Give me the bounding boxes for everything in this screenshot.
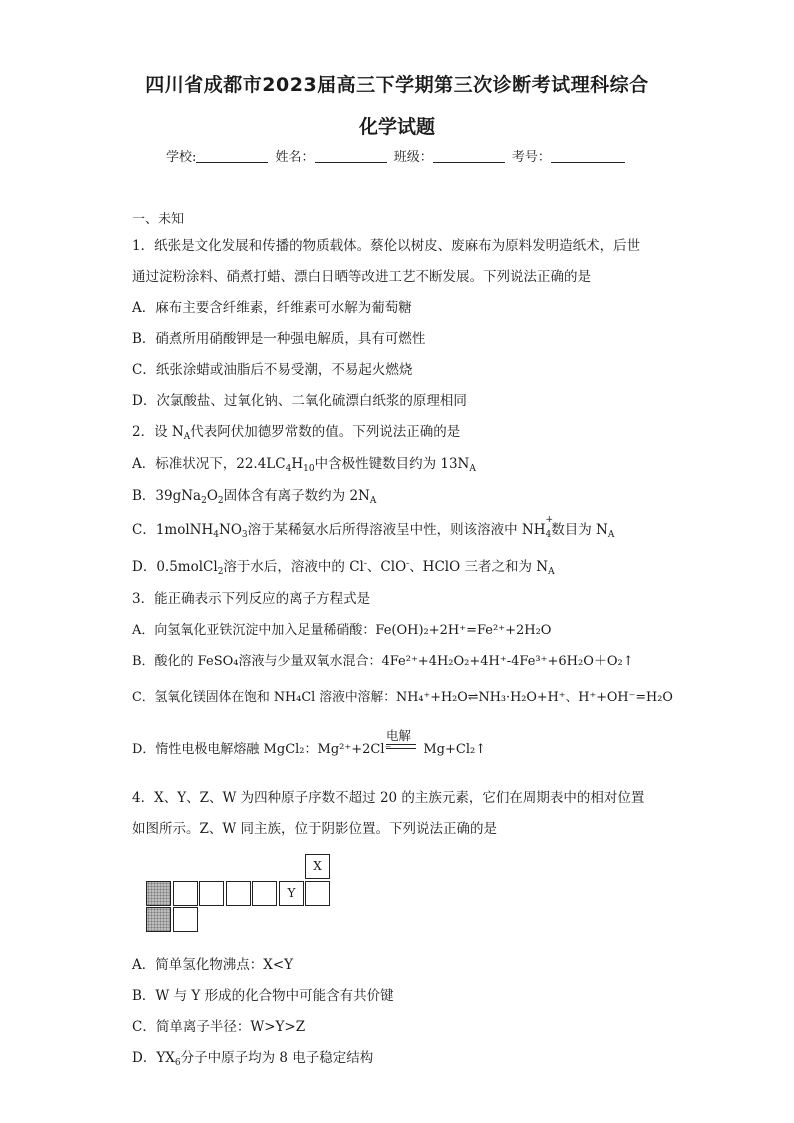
- q4-stem-line2: 如图所示。Z、W 同主族，位于阴影位置。下列说法正确的是: [132, 821, 498, 837]
- q1-stem-line2: 通过淀粉涂料、硝煮打蜡、漂白日晒等改进工艺不断发展。下列说法正确的是: [132, 269, 591, 285]
- q4-stem-line1: 4．X、Y、Z、W 为四种原子序数不超过 20 的主族元素，它们在周期表中的相对位置: [132, 790, 645, 806]
- q4-option-c: C．简单离子半径：W>Y>Z: [132, 1019, 306, 1035]
- name-blank[interactable]: [315, 150, 387, 163]
- q4-option-b: B．W 与 Y 形成的化合物中可能含有共价键: [132, 988, 394, 1004]
- cell-empty: [199, 881, 224, 906]
- q4-option-a: A．简单氢化物沸点：X<Y: [132, 957, 294, 973]
- q1-option-c: C．纸张涂蜡或油脂后不易受潮，不易起火燃烧: [132, 362, 413, 378]
- q3-option-c: C．氢氧化镁固体在饱和 NH₄Cl 溶液中溶解：NH₄⁺+H₂O⇌NH₃·H₂O+H⁺、H⁺+OH⁻=H₂O: [132, 690, 673, 705]
- q3-stem: 3．能正确表示下列反应的离子方程式是: [132, 591, 371, 607]
- electrolysis-label: 电解: [386, 728, 412, 743]
- class-label: 班级：: [393, 150, 433, 165]
- q3-option-d: D．惰性电极电解熔融 MgCl₂：Mg²⁺+2Cl⁻ Mg+Cl₂↑: [132, 742, 487, 757]
- cell-empty: [173, 881, 198, 906]
- q2-option-d: D．0.5molCl$_2$溶于水后，溶液中的 Cl-、ClO-、HClO 三者之和为 $N_A$: [132, 559, 555, 577]
- cell-x: X: [305, 854, 330, 879]
- name-label: 姓名：: [275, 150, 315, 165]
- cell-empty: [173, 907, 198, 932]
- q1-stem-line1: 1．纸张是文化发展和传播的物质载体。蔡伦以树皮、废麻布为原料发明造纸术，后世: [132, 238, 641, 254]
- section-heading: 一、未知: [132, 212, 185, 227]
- q1-option-d: D．次氯酸盐、过氧化钠、二氧化硫漂白纸浆的原理相同: [132, 393, 467, 409]
- q2-option-a: A．标准状况下，$22.4LC_4H_{10}$中含极性键数目约为 $13N_A$: [132, 456, 476, 474]
- cell-shaded-w: [146, 907, 171, 932]
- school-blank[interactable]: [196, 150, 268, 163]
- q2-stem: 2．设 $N_A$代表阿伏加德罗常数的值。下列说法正确的是: [132, 424, 461, 442]
- student-info-row: [166, 146, 628, 165]
- exam-number-label: 考号：: [511, 150, 551, 165]
- cell-shaded-z: [146, 881, 171, 906]
- q2-option-b: B．$39gNa_2O_2$固体含有离子数约为 $2N_A$: [132, 488, 377, 506]
- q1-option-a: A．麻布主要含纤维素，纤维素可水解为葡萄糖: [132, 300, 412, 316]
- cell-empty: [305, 881, 330, 906]
- cell-empty: [226, 881, 251, 906]
- exam-title: 四川省成都市2023届高三下学期第三次诊断考试理科综合: [145, 74, 649, 96]
- school-label: 学校:: [166, 150, 197, 165]
- class-blank[interactable]: [433, 150, 505, 163]
- q3-option-b: B．酸化的 FeSO₄溶液与少量双氧水混合：4Fe²⁺+4H₂O₂+4H⁺-4Fe³⁺+6H₂O＋O₂↑: [132, 654, 634, 669]
- q1-option-b: B．硝煮所用硝酸钾是一种强电解质，具有可燃性: [132, 331, 426, 347]
- q2-option-c: C．$1molNH_4NO_3$溶于某稀氨水后所得溶液呈中性，则该溶液中 NH + $_4$数目为 $N_A$: [132, 515, 615, 540]
- exam-subtitle: 化学试题: [358, 116, 435, 138]
- q4-option-d: D．$YX_6$分子中原子均为 8 电子稳定结构: [132, 1050, 374, 1068]
- cell-y: Y: [279, 881, 304, 906]
- cell-empty: [252, 881, 277, 906]
- exam-number-blank[interactable]: [551, 150, 625, 163]
- q3-option-a: A．向氢氧化亚铁沉淀中加入足量稀硝酸：Fe(OH)₂+2H⁺=Fe²⁺+2H₂O: [132, 623, 552, 638]
